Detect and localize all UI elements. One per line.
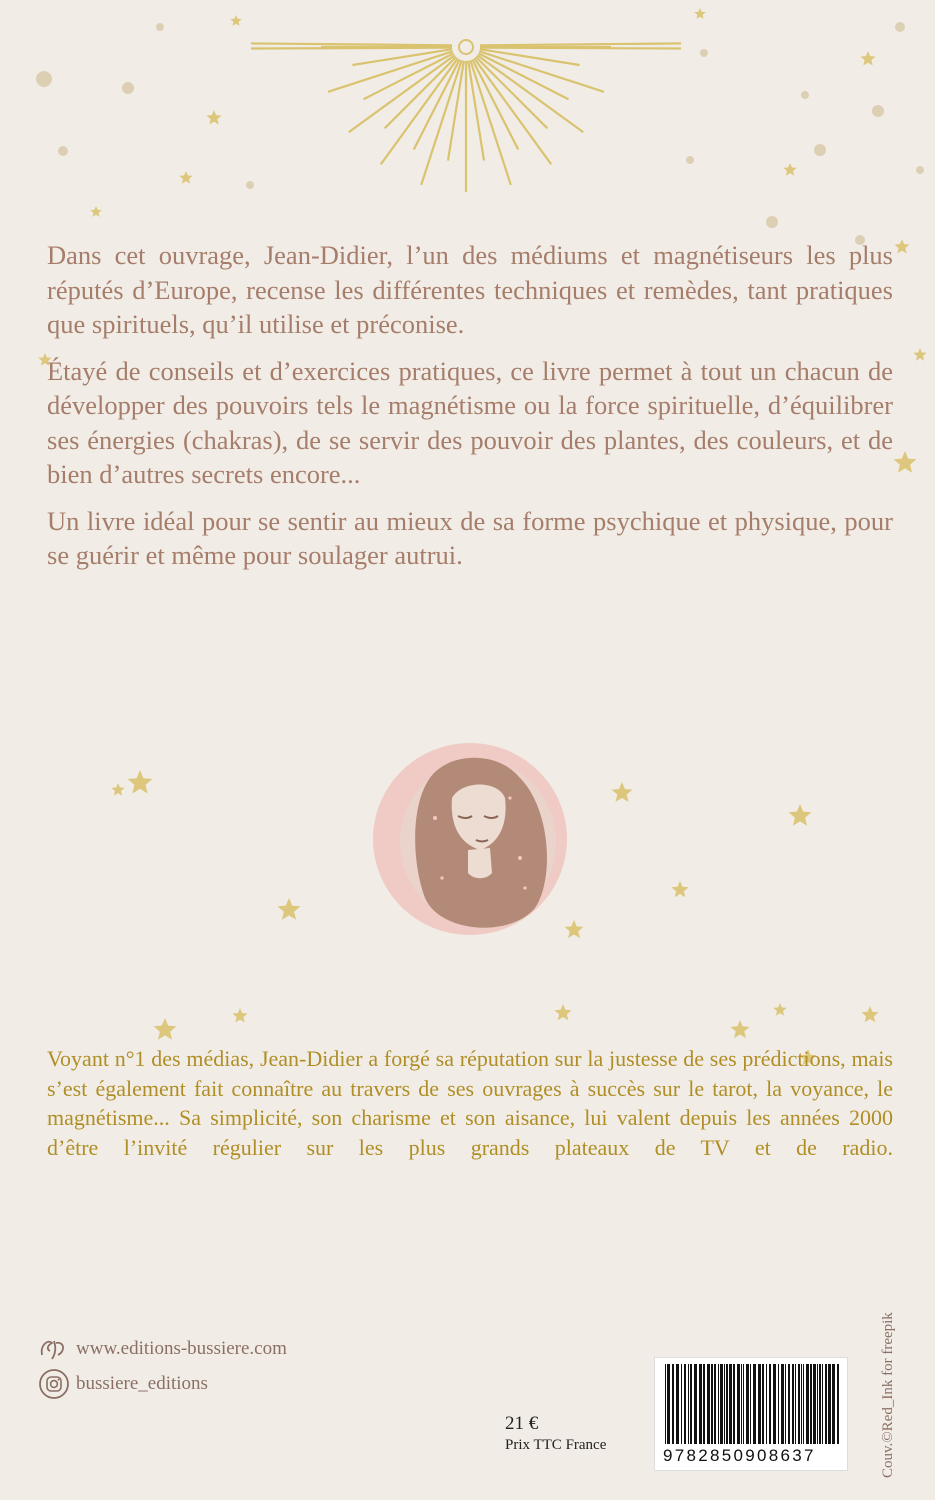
- instagram-icon: [38, 1368, 70, 1400]
- price-block: [505, 1413, 606, 1454]
- instagram-link[interactable]: [38, 1368, 208, 1400]
- barcode-bars: [655, 1364, 847, 1450]
- portrait-emblem: [370, 738, 570, 938]
- author-bio: Voyant n°1 des médias, Jean-Didier a forgé sa réputation sur la justesse de ses prédictions, mais s’est également fait connaître au travers de ses ouvrages à succès sur le tarot, la voyance, le magnétisme... Sa simplicité, son charisme et son aisance, lui valent depuis les années 2000 d’être l’invité régulier sur les plus grands plateaux de TV et de radio.: [47, 1046, 893, 1160]
- publisher-logo-icon: [38, 1333, 70, 1365]
- instagram-handle[interactable]: bussiere_editions: [76, 1373, 208, 1394]
- price-amount: 21 €: [505, 1413, 539, 1434]
- website-text[interactable]: www.editions-bussiere.com: [76, 1338, 287, 1359]
- isbn-number: 9782850908637: [663, 1446, 816, 1465]
- description-paragraph-1: Dans cet ouvrage, Jean-Didier, l’un des médiums et magnétiseurs les plus réputés d’Europe, recense les différentes techniques et remèdes, tant pratiques que spirituels, qu’il utilise et préconise.: [47, 240, 893, 339]
- sunburst-icon: [251, 43, 681, 192]
- description-paragraph-2: Étayé de conseils et d’exercices pratiques, ce livre permet à tout un chacun de développer des pouvoirs tels le magnétisme ou la force spirituelle, d’équilibrer ses énergies (chakras), de se servir des pouvoir des plantes, des couleurs, et de bien d’autres secrets encore...: [47, 355, 893, 489]
- price-label: Prix TTC France: [505, 1437, 607, 1453]
- description: [47, 238, 893, 585]
- sunburst-center: [459, 40, 473, 54]
- isbn-barcode: [654, 1357, 848, 1471]
- website-link[interactable]: [38, 1333, 287, 1365]
- cover-credit: Couv.©Red_Ink for freepik: [880, 1312, 896, 1478]
- description-paragraph-3: Un livre idéal pour se sentir au mieux de sa forme psychique et physique, pour se guérir et même pour soulager autrui.: [47, 505, 893, 570]
